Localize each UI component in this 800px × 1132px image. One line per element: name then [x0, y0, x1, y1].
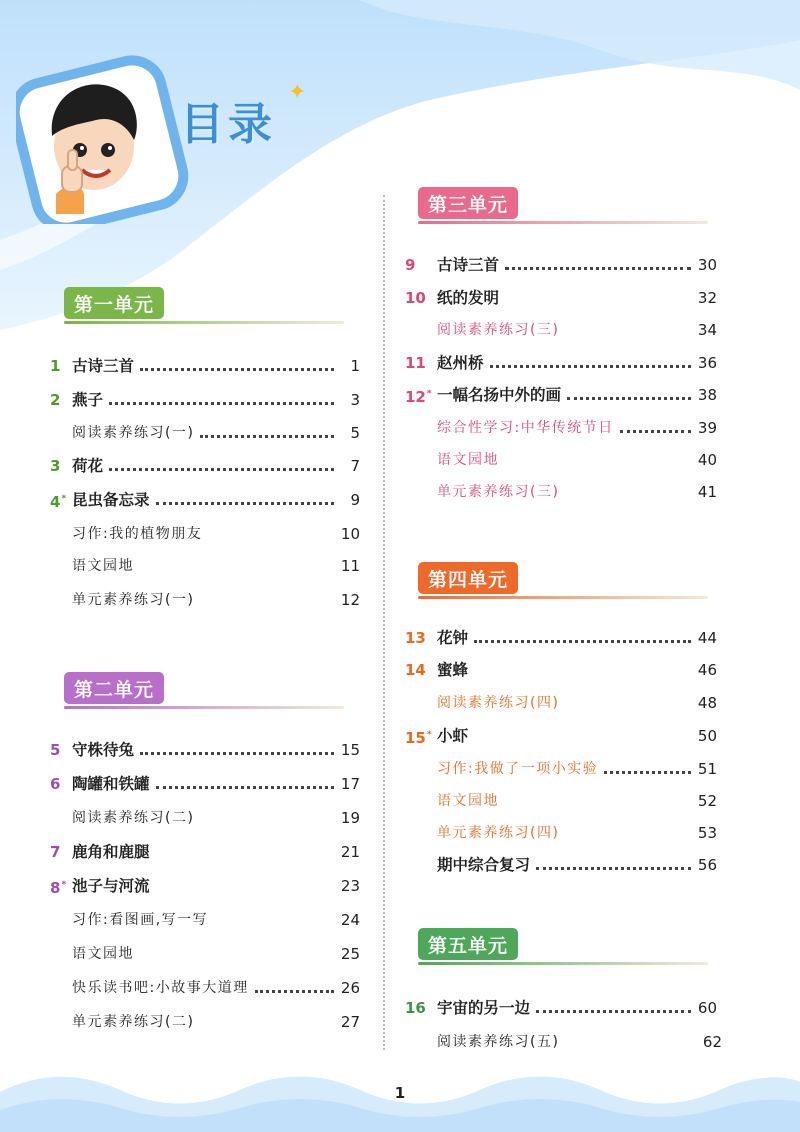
entry-title: 快乐读书吧:小故事大道理 [72, 980, 249, 996]
entry-page: 52 [697, 792, 717, 810]
toc-entry[interactable] [405, 755, 717, 783]
entry-title: 习作:看图画,写一写 [72, 912, 209, 928]
entry-page: 26 [340, 979, 360, 997]
entry-number: 6 [50, 775, 61, 793]
toc-entry[interactable] [405, 787, 717, 815]
entry-title: 池子与河流 [72, 877, 150, 895]
unit-underline [64, 321, 344, 324]
entry-page: 32 [697, 289, 717, 307]
entry-title: 期中综合复习 [437, 856, 531, 874]
leader-dots [156, 784, 334, 789]
leader-dots [255, 988, 334, 993]
toc-entry[interactable] [50, 872, 360, 900]
leader-dots [214, 920, 334, 925]
leader-dots [505, 801, 691, 806]
entry-title: 古诗三首 [437, 256, 500, 274]
toc-entry[interactable] [405, 414, 717, 442]
entry-title: 习作:我的植物朋友 [72, 526, 203, 542]
unit-underline [64, 706, 344, 709]
leader-dots [140, 750, 334, 755]
entry-page: 36 [697, 354, 717, 372]
entry-title: 古诗三首 [72, 357, 135, 375]
entry-page: 10 [340, 525, 360, 543]
entry-number: 1 [50, 357, 61, 375]
entry-page: 38 [697, 386, 717, 404]
leader-dots [200, 818, 334, 823]
toc-entry[interactable] [50, 520, 360, 548]
entry-number: 8* [50, 878, 67, 897]
entry-title: 语文园地 [72, 946, 134, 962]
entry-number: 7 [50, 843, 61, 861]
entry-title: 语文园地 [437, 793, 499, 809]
toc-entry[interactable] [50, 586, 360, 614]
entry-title: 小虾 [437, 727, 469, 745]
leader-dots [109, 400, 334, 405]
leader-dots [604, 769, 691, 774]
entry-page: 1 [350, 357, 360, 375]
toc-entry[interactable] [50, 386, 360, 414]
leader-dots [567, 395, 691, 400]
entry-page: 62 [702, 1033, 722, 1051]
entry-title: 单元素养练习(三) [437, 484, 560, 500]
leader-dots [109, 466, 334, 471]
entry-page: 50 [697, 727, 717, 745]
entry-number: 13 [405, 629, 426, 647]
leader-dots [505, 298, 691, 303]
entry-title: 鹿角和鹿腿 [72, 843, 150, 861]
entry-title: 单元素养练习(四) [437, 825, 560, 841]
toc-entry[interactable] [50, 838, 360, 866]
entry-title: 宇宙的另一边 [437, 999, 531, 1017]
toc-entry[interactable] [405, 722, 717, 750]
unit-badge: 第二单元 [64, 672, 164, 704]
toc-entry[interactable] [405, 251, 717, 279]
entry-page: 12 [340, 591, 360, 609]
leader-dots [565, 1042, 696, 1047]
unit-underline [418, 221, 708, 224]
leader-dots [620, 428, 691, 433]
entry-page: 11 [340, 557, 360, 575]
entry-title: 综合性学习:中华传统节日 [437, 420, 614, 436]
entry-page: 44 [697, 629, 717, 647]
entry-page: 5 [350, 424, 360, 442]
entry-title: 赵州桥 [437, 354, 484, 372]
entry-page: 30 [697, 256, 717, 274]
entry-number: 12* [405, 387, 432, 406]
entry-page: 23 [340, 877, 360, 895]
column-divider [383, 195, 385, 1050]
leader-dots [200, 1022, 334, 1027]
entry-page: 34 [697, 321, 717, 339]
leader-dots [156, 852, 334, 857]
leader-dots [156, 500, 334, 505]
entry-page: 15 [340, 741, 360, 759]
entry-number: 9 [405, 256, 416, 274]
leader-dots [565, 330, 691, 335]
unit-badge: 第三单元 [418, 187, 518, 219]
leader-dots [536, 1008, 691, 1013]
toc-entry[interactable] [50, 974, 360, 1002]
entry-page: 41 [697, 483, 717, 501]
leader-dots [208, 534, 334, 539]
entry-page: 46 [697, 661, 717, 679]
leader-dots [474, 736, 691, 741]
entry-title: 纸的发明 [437, 289, 500, 307]
entry-title: 一幅名扬中外的画 [437, 386, 562, 404]
entry-page: 60 [697, 999, 717, 1017]
toc-entry[interactable] [50, 352, 360, 380]
toc-entry[interactable] [405, 656, 717, 684]
entry-title: 单元素养练习(二) [72, 1014, 195, 1030]
leader-dots [505, 460, 691, 465]
leader-dots [140, 366, 334, 371]
toc-entry[interactable] [50, 419, 360, 447]
toc-entry[interactable] [405, 851, 717, 879]
toc-entry[interactable] [50, 940, 360, 968]
entry-page: 19 [340, 809, 360, 827]
toc-entry[interactable] [50, 552, 360, 580]
toc-entry[interactable] [405, 316, 717, 344]
entry-title: 陶罐和铁罐 [72, 775, 150, 793]
unit-badge: 第一单元 [64, 287, 164, 319]
leader-dots [200, 433, 334, 438]
leader-dots [474, 638, 691, 643]
entry-page: 56 [697, 856, 717, 874]
toc-entry[interactable] [405, 819, 717, 847]
entry-title: 阅读素养练习(四) [437, 695, 560, 711]
leader-dots [505, 265, 691, 270]
entry-title: 单元素养练习(一) [72, 592, 195, 608]
sparkle-icon: ✦ [288, 80, 307, 105]
leader-dots [140, 566, 334, 571]
leader-dots [565, 703, 691, 708]
leader-dots [565, 492, 691, 497]
entry-page: 9 [350, 491, 360, 509]
unit-badge: 第五单元 [418, 928, 518, 960]
page-number: 1 [394, 1084, 406, 1102]
entry-title: 燕子 [72, 391, 104, 409]
entry-number: 5 [50, 741, 61, 759]
toc-entry[interactable] [405, 478, 717, 506]
leader-dots [140, 954, 334, 959]
leader-dots [490, 363, 691, 368]
leader-dots [474, 670, 691, 675]
entry-number: 3 [50, 457, 61, 475]
toc-entry[interactable] [405, 624, 717, 652]
entry-page: 48 [697, 694, 717, 712]
leader-dots [200, 600, 334, 605]
unit-underline [418, 962, 708, 965]
toc-entry[interactable] [50, 804, 360, 832]
toc-entry[interactable] [405, 446, 717, 474]
leader-dots [156, 886, 334, 891]
toc-entry[interactable] [405, 381, 717, 409]
toc-entry[interactable] [405, 284, 717, 312]
leader-dots [565, 833, 691, 838]
entry-title: 昆虫备忘录 [72, 491, 150, 509]
entry-page: 3 [350, 391, 360, 409]
entry-page: 7 [350, 457, 360, 475]
entry-title: 阅读素养练习(一) [72, 425, 195, 441]
entry-page: 53 [697, 824, 717, 842]
entry-number: 16 [405, 999, 426, 1017]
toc-entry[interactable] [50, 906, 360, 934]
entry-number: 2 [50, 391, 61, 409]
unit-badge: 第四单元 [418, 562, 518, 594]
entry-number: 4* [50, 492, 67, 511]
toc-entry[interactable] [405, 1028, 722, 1056]
toc-entry[interactable] [50, 736, 360, 764]
entry-title: 蜜蜂 [437, 661, 469, 679]
toc-entry[interactable] [50, 770, 360, 798]
entry-page: 21 [340, 843, 360, 861]
toc-entry[interactable] [405, 349, 717, 377]
toc-entry[interactable] [50, 452, 360, 480]
entry-number: 11 [405, 354, 426, 372]
entry-title: 语文园地 [72, 558, 134, 574]
entry-title: 荷花 [72, 457, 104, 475]
toc-entry[interactable] [405, 994, 717, 1022]
entry-page: 39 [697, 419, 717, 437]
entry-page: 51 [697, 760, 717, 778]
unit-underline [418, 596, 708, 599]
toc-entry[interactable] [50, 1008, 360, 1036]
entry-number: 10 [405, 289, 426, 307]
entry-number: 14 [405, 661, 426, 679]
entry-page: 27 [340, 1013, 360, 1031]
boy-thumbs-up-icon [16, 54, 196, 224]
entry-title: 守株待兔 [72, 741, 135, 759]
entry-number: 15* [405, 728, 432, 747]
entry-title: 语文园地 [437, 452, 499, 468]
leader-dots [536, 865, 691, 870]
entry-title: 阅读素养练习(五) [437, 1034, 560, 1050]
entry-title: 花钟 [437, 629, 469, 647]
entry-page: 24 [340, 911, 360, 929]
entry-title: 阅读素养练习(三) [437, 322, 560, 338]
entry-title: 阅读素养练习(二) [72, 810, 195, 826]
entry-page: 17 [340, 775, 360, 793]
entry-page: 40 [697, 451, 717, 469]
page-title: 目录 [180, 99, 276, 150]
entry-title: 习作:我做了一项小实验 [437, 761, 599, 777]
entry-page: 25 [340, 945, 360, 963]
toc-entry[interactable] [405, 689, 717, 717]
toc-entry[interactable] [50, 486, 360, 514]
